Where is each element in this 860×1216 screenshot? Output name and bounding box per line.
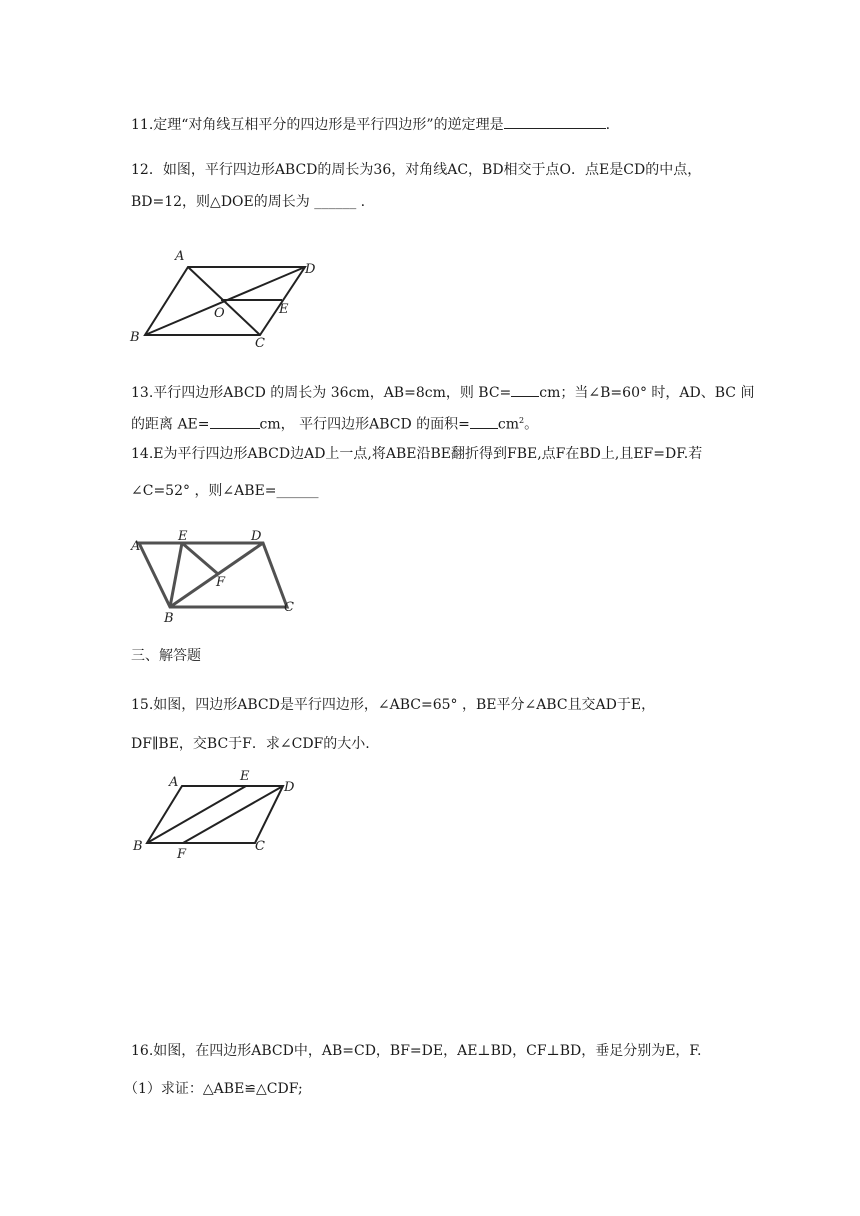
q12-label-b: B — [130, 330, 140, 345]
q16-line2 — [124, 1079, 303, 1099]
q13-line2-end: 。 — [524, 416, 539, 433]
q14-answer-blank[interactable]: ______ — [276, 483, 319, 499]
q12-line2 — [131, 192, 365, 212]
q13-unit: cm — [497, 416, 519, 433]
section-heading-text: 三、解答题 — [131, 648, 201, 664]
q16-line1-text: 16.如图，在四边形ABCD中，AB=CD，BF=DE，AE⊥BD，CF⊥BD，垂足分别为E，F. — [131, 1043, 702, 1059]
q13-unit-exp: 2 — [518, 416, 525, 425]
q12-line2-end: . — [356, 194, 366, 210]
q12-label-e: E — [279, 302, 289, 317]
q14-label-f: F — [216, 575, 226, 590]
q11-end: . — [605, 117, 611, 133]
q12-line1-text: 12．如图，平行四边形ABCD的周长为36，对角线AC，BD相交于点O．点E是CD的中点， — [131, 162, 702, 178]
q14-line1 — [131, 444, 702, 464]
q13-line1-rest: cm；当∠B=60° 时，AD、BC 间 — [539, 385, 755, 401]
q14-label-d: D — [251, 529, 262, 544]
q15-figure — [125, 768, 315, 860]
q13-ae-blank[interactable] — [210, 413, 260, 429]
q14-label-b: B — [164, 611, 174, 626]
q15-label-e: E — [240, 769, 250, 784]
q12-figure — [125, 245, 335, 350]
q13-line2-mid: cm， 平行四边形ABCD 的面积= — [259, 416, 470, 433]
q15-label-c: C — [255, 839, 265, 854]
section-heading — [131, 646, 201, 666]
q15-label-b: B — [133, 839, 143, 854]
q13-line1 — [131, 381, 754, 403]
q12-answer-blank[interactable]: ______ — [314, 194, 357, 210]
q14-line2 — [131, 481, 319, 501]
q11-answer-blank[interactable] — [504, 113, 606, 129]
q13-bc-blank[interactable] — [511, 381, 539, 397]
q15-line1-text: 15.如图，四边形ABCD是平行四边形，∠ABC=65° ，BE平分∠ABC且交AD于E， — [131, 697, 656, 713]
q16-line2-text: （1）求证：△ABE≌△CDF; — [124, 1081, 303, 1097]
q12-line1 — [131, 160, 701, 180]
q14-label-c: C — [284, 600, 294, 615]
q12-label-c: C — [255, 336, 265, 350]
q15-line2 — [131, 734, 370, 754]
q13-line1-stem: 13.平行四边形ABCD 的周长为 36cm，AB=8cm，则 BC= — [131, 385, 512, 401]
q15-line2-text: DF∥BE，交BC于F．求∠CDF的大小. — [131, 736, 370, 752]
q11-text — [131, 113, 610, 135]
q13-line2-stem: 的距离 AE= — [131, 416, 210, 433]
q11-stem: 11.定理“对角线互相平分的四边形是平行四边形”的逆定理是 — [131, 117, 504, 133]
q15-label-f: F — [177, 847, 187, 860]
q12-line2-stem: BD=12，则△DOE的周长为 — [131, 194, 315, 210]
q12-label-a: A — [175, 249, 185, 264]
q14-line1-text: 14.E为平行四边形ABCD边AD上一点,将ABE沿BE翻折得到FBE,点F在BD上,且EF=DF.若 — [131, 446, 703, 462]
q15-label-d: D — [284, 780, 295, 795]
q12-label-d: D — [305, 262, 316, 277]
q15-line1 — [131, 695, 655, 715]
q15-label-a: A — [169, 775, 179, 790]
q14-line2-stem: ∠C=52° ，则∠ABE= — [131, 483, 277, 499]
q16-line1 — [131, 1041, 701, 1061]
q14-figure — [125, 528, 305, 628]
q13-area-blank[interactable] — [470, 413, 498, 429]
q13-line2 — [131, 411, 538, 435]
q14-label-a: A — [131, 539, 141, 554]
q12-label-o: O — [214, 306, 225, 321]
q14-label-e: E — [178, 529, 188, 544]
